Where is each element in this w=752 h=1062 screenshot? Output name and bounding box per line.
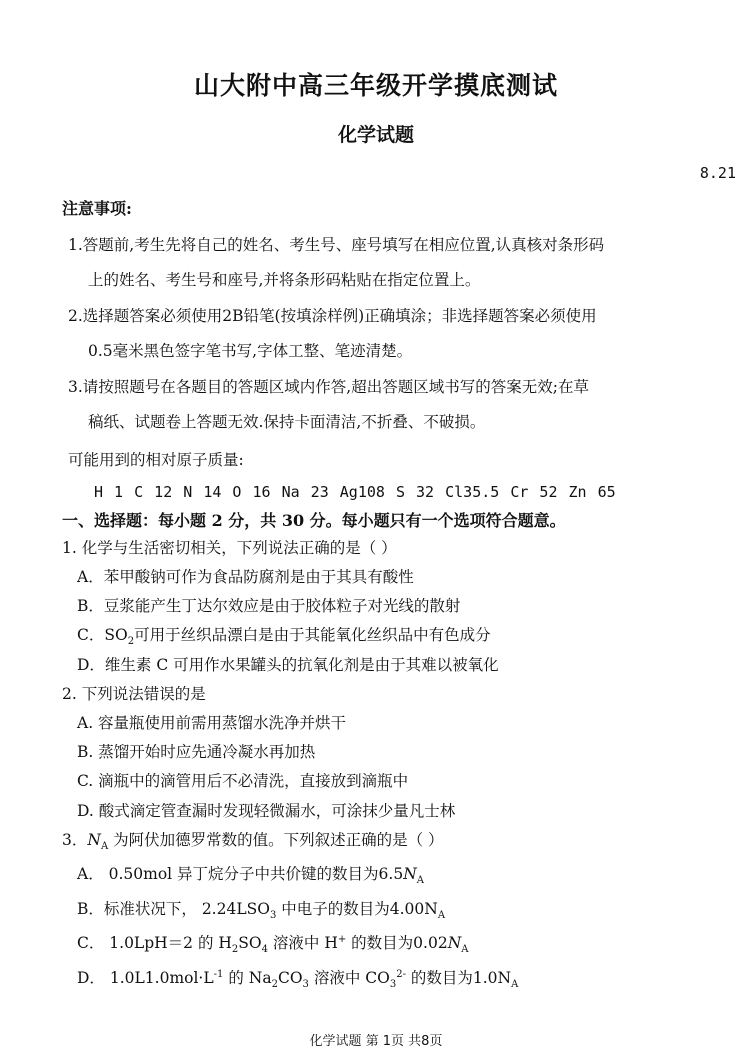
- question-1-option-b: B．豆浆能产生丁达尔效应是由于胶体粒子对光线的散射: [77, 597, 461, 615]
- question-3-option-c: C． 1.0LpH＝2 的 $H_2SO_4$ 溶液中 H+ 的数目为$0.02N_A$: [77, 933, 469, 956]
- note-line-4: 0.5毫米黑色签字笔书写,字体工整、笔迹清楚。: [88, 342, 413, 360]
- question-1-option-c: C．$SO_2$可用于丝织品漂白是由于其能氧化丝织品中有色成分: [77, 626, 491, 648]
- question-3-stem: 3．$N_A$ 为阿伏加德罗常数的值。下列叙述正确的是（ ）: [62, 831, 444, 853]
- atomic-mass-list: H 1 C 12 N 14 O 16 Na 23 Ag108 S 32 Cl35.5 Cr 52 Zn 65: [94, 483, 616, 501]
- question-1-option-d: D．维生素 C 可用作水果罐头的抗氧化剂是由于其难以被氧化: [77, 656, 499, 674]
- page-subtitle: 化学试题: [337, 124, 414, 146]
- exam-date: 8.21: [699, 164, 736, 182]
- note-line-1: 1.答题前,考生先将自己的姓名、考生号、座号填写在相应位置,认真核对条形码: [68, 236, 605, 254]
- question-2-option-d: D. 酸式滴定管查漏时发现轻微漏水，可涂抹少量凡士林: [77, 802, 456, 820]
- question-3-option-a: A． 0.50mol 异丁烷分子中共价键的数目为$6.5N_A$: [77, 865, 424, 887]
- question-3-option-b: B．标准状况下， $2.24LSO_3$ 中电子的数目为$4.00N_A$: [77, 900, 446, 922]
- question-2-stem: 2. 下列说法错误的是: [62, 685, 206, 703]
- notes-heading: 注意事项:: [62, 199, 132, 218]
- note-line-2: 上的姓名、考生号和座号,并将条形码粘贴在指定位置上。: [88, 271, 481, 289]
- page-footer: 化学试题 第 1页 共8页: [309, 1034, 443, 1049]
- question-1-option-a: A．苯甲酸钠可作为食品防腐剂是由于其具有酸性: [77, 568, 414, 586]
- section-heading: 一、选择题：每小题 2 分，共 30 分。每小题只有一个选项符合题意。: [62, 511, 566, 530]
- question-3-option-d: D． $1.0L1.0mol\cdot L^{-1}$ 的 $Na_2CO_3$ 溶液中 $CO_3^{2-}$ 的数目为$1.0N_A$: [77, 968, 519, 991]
- note-line-5: 3.请按照题号在各题目的答题区域内作答,超出答题区域书写的答案无效;在草: [68, 378, 589, 396]
- question-2-option-a: A. 容量瓶使用前需用蒸馏水洗净并烘干: [77, 714, 347, 732]
- atomic-mass-label: 可能用到的相对原子质量:: [68, 451, 244, 469]
- note-line-3: 2.选择题答案必须使用2B铅笔(按填涂样例)正确填涂；非选择题答案必须使用: [68, 307, 597, 325]
- question-2-option-b: B. 蒸馏开始时应先通冷凝水再加热: [77, 743, 316, 761]
- note-line-6: 稿纸、试题卷上答题无效.保持卡面清洁,不折叠、不破损。: [88, 413, 486, 431]
- page-title: 山大附中高三年级开学摸底测试: [193, 71, 558, 100]
- question-2-option-c: C. 滴瓶中的滴管用后不必清洗，直接放到滴瓶中: [77, 772, 409, 790]
- question-1-stem: 1. 化学与生活密切相关，下列说法正确的是（ ）: [62, 539, 397, 557]
